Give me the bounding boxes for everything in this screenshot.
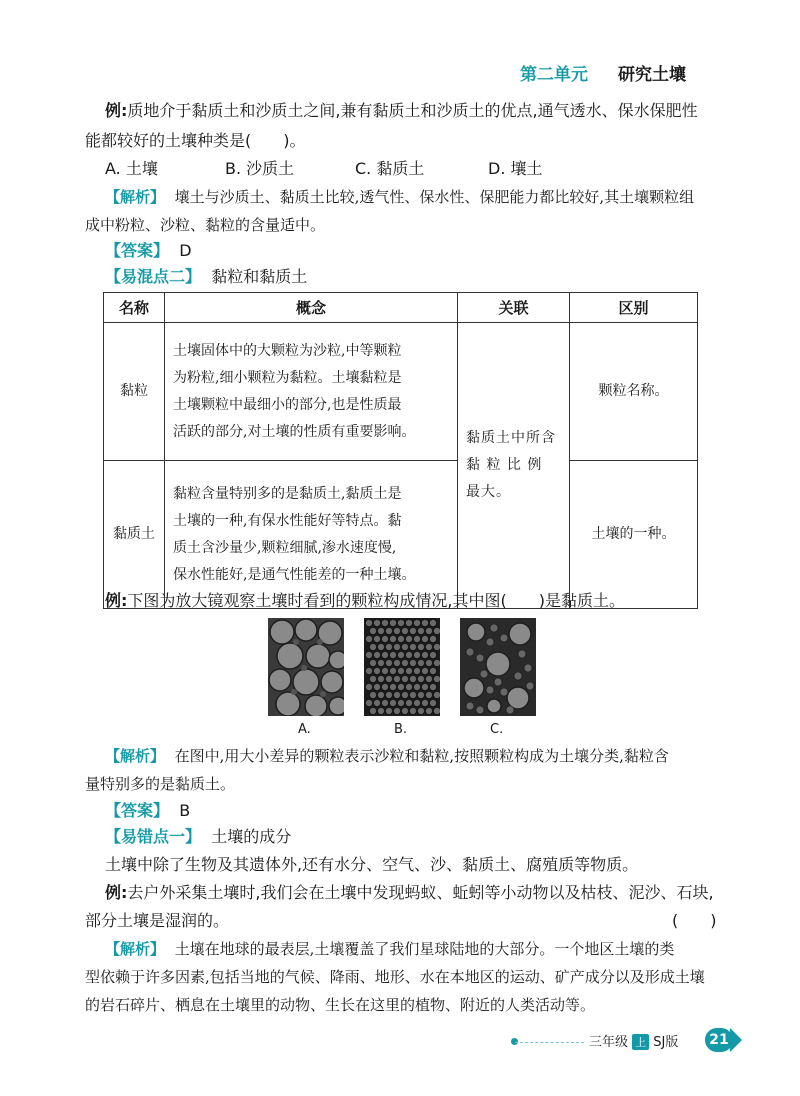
comparison-table	[103, 292, 698, 609]
analysis-label: 【解析】	[105, 188, 166, 206]
answer-value: B	[179, 801, 191, 820]
row-name: 黏粒	[104, 323, 165, 461]
example-label: 例:	[105, 101, 128, 120]
error-title: 土壤的成分	[211, 827, 292, 846]
relation-cell: 黏质土中所含 黏 粒 比 例 最大。	[458, 323, 570, 609]
example1-analysis: 【解析】 壤土与沙质土、黏质土比较,透气性、保水性、保肥能力都比较好,其土壤颗粒组	[105, 188, 695, 206]
table-row	[104, 323, 698, 461]
term-badge: 上	[632, 1034, 649, 1050]
example-label: 例:	[105, 591, 128, 610]
analysis-label: 【解析】	[105, 940, 166, 958]
example1-line2: 能都较好的土壤种类是( )。	[85, 131, 306, 150]
row-difference: 土壤的一种。	[570, 461, 698, 609]
error-point-1	[105, 826, 291, 848]
header-difference: 区别	[570, 293, 698, 323]
row-name: 黏质土	[104, 461, 165, 609]
option-c: C. 黏质土	[355, 159, 425, 178]
confusion-label: 【易混点二】	[105, 267, 202, 286]
example3-analysis-line3: 的岩石碎片、栖息在土壤里的动物、生长在这里的植物、附近的人类活动等。	[85, 996, 596, 1014]
row-difference: 颗粒名称。	[570, 323, 698, 461]
caption-b: B.	[394, 722, 408, 737]
analysis-label: 【解析】	[105, 747, 166, 765]
error-label: 【易错点一】	[105, 827, 202, 846]
option-a: A. 土壤	[105, 159, 158, 178]
example2-analysis-line2: 量特别多的是黏质土。	[85, 775, 236, 793]
example3-analysis-line2: 型依赖于许多因素,包括当地的气候、降雨、地形、水在本地区的运动、矿产成分以及形成土壤	[85, 968, 705, 986]
answer-blank: ( )	[672, 911, 717, 930]
example2-answer	[105, 800, 190, 822]
example2-analysis: 【解析】 在图中,用大小差异的颗粒表示沙粒和黏粒,按照颗粒构成为土壤分类,黏粒含	[105, 747, 669, 765]
answer-label: 【答案】	[105, 241, 170, 260]
topic-title: 研究土壤	[618, 65, 686, 85]
caption-c: C.	[490, 722, 504, 737]
footer-grade: 三年级 上 SJ版	[585, 1031, 682, 1050]
example1-analysis-line2: 成中粉粒、沙粒、黏粒的含量适中。	[85, 216, 326, 234]
soil-image-b	[364, 618, 440, 716]
answer-label: 【答案】	[105, 801, 170, 820]
row-concept: 黏粒含量特别多的是黏质土,黏质土是 土壤的一种,有保水性能好等特点。黏 质土含沙量少,颗粒细腻,渗水速度慢, 保水性能好,是通气性能差的一种土壤。	[165, 461, 458, 609]
option-d: D. 壤土	[488, 159, 543, 178]
table-row	[104, 461, 698, 609]
header-name: 名称	[104, 293, 165, 323]
error-point-text: 土壤中除了生物及其遗体外,还有水分、空气、沙、黏质土、腐殖质等物质。	[105, 855, 639, 874]
example-label: 例:	[105, 883, 128, 902]
answer-value: D	[179, 241, 192, 260]
arrow-icon	[730, 1028, 742, 1052]
header-relation: 关联	[458, 293, 570, 323]
caption-a: A.	[298, 722, 311, 737]
example2-question: 例:下图为放大镜观察土壤时看到的颗粒构成情况,其中图( )是黏质土。	[105, 591, 625, 610]
example3-analysis: 【解析】 土壤在地球的最表层,土壤覆盖了我们星球陆地的大部分。一个地区土壤的类	[105, 940, 675, 958]
option-b: B. 沙质土	[225, 159, 295, 178]
page-number: 21	[705, 1028, 733, 1052]
example3-line2: 部分土壤是湿润的。	[85, 911, 230, 930]
confusion-point-2	[105, 266, 307, 288]
example1-line1: 例:质地介于黏质土和沙质土之间,兼有黏质土和沙质土的优点,通气透水、保水保肥性	[105, 101, 698, 120]
example3-line1: 例:去户外采集土壤时,我们会在土壤中发现蚂蚁、蚯蚓等小动物以及枯枝、泥沙、石块,	[105, 883, 714, 902]
soil-image-c	[460, 618, 536, 716]
table-header-row	[104, 293, 698, 323]
row-concept: 土壤固体中的大颗粒为沙粒,中等颗粒 为粉粒,细小颗粒为黏粒。土壤黏粒是 土壤颗粒中最细小的部分,也是性质最 活跃的部分,对土壤的性质有重要影响。	[165, 323, 458, 461]
confusion-title: 黏粒和黏质土	[211, 267, 308, 286]
unit-title: 第二单元	[520, 65, 588, 85]
header-concept: 概念	[165, 293, 458, 323]
example1-answer	[105, 240, 192, 262]
soil-image-a	[268, 618, 344, 716]
